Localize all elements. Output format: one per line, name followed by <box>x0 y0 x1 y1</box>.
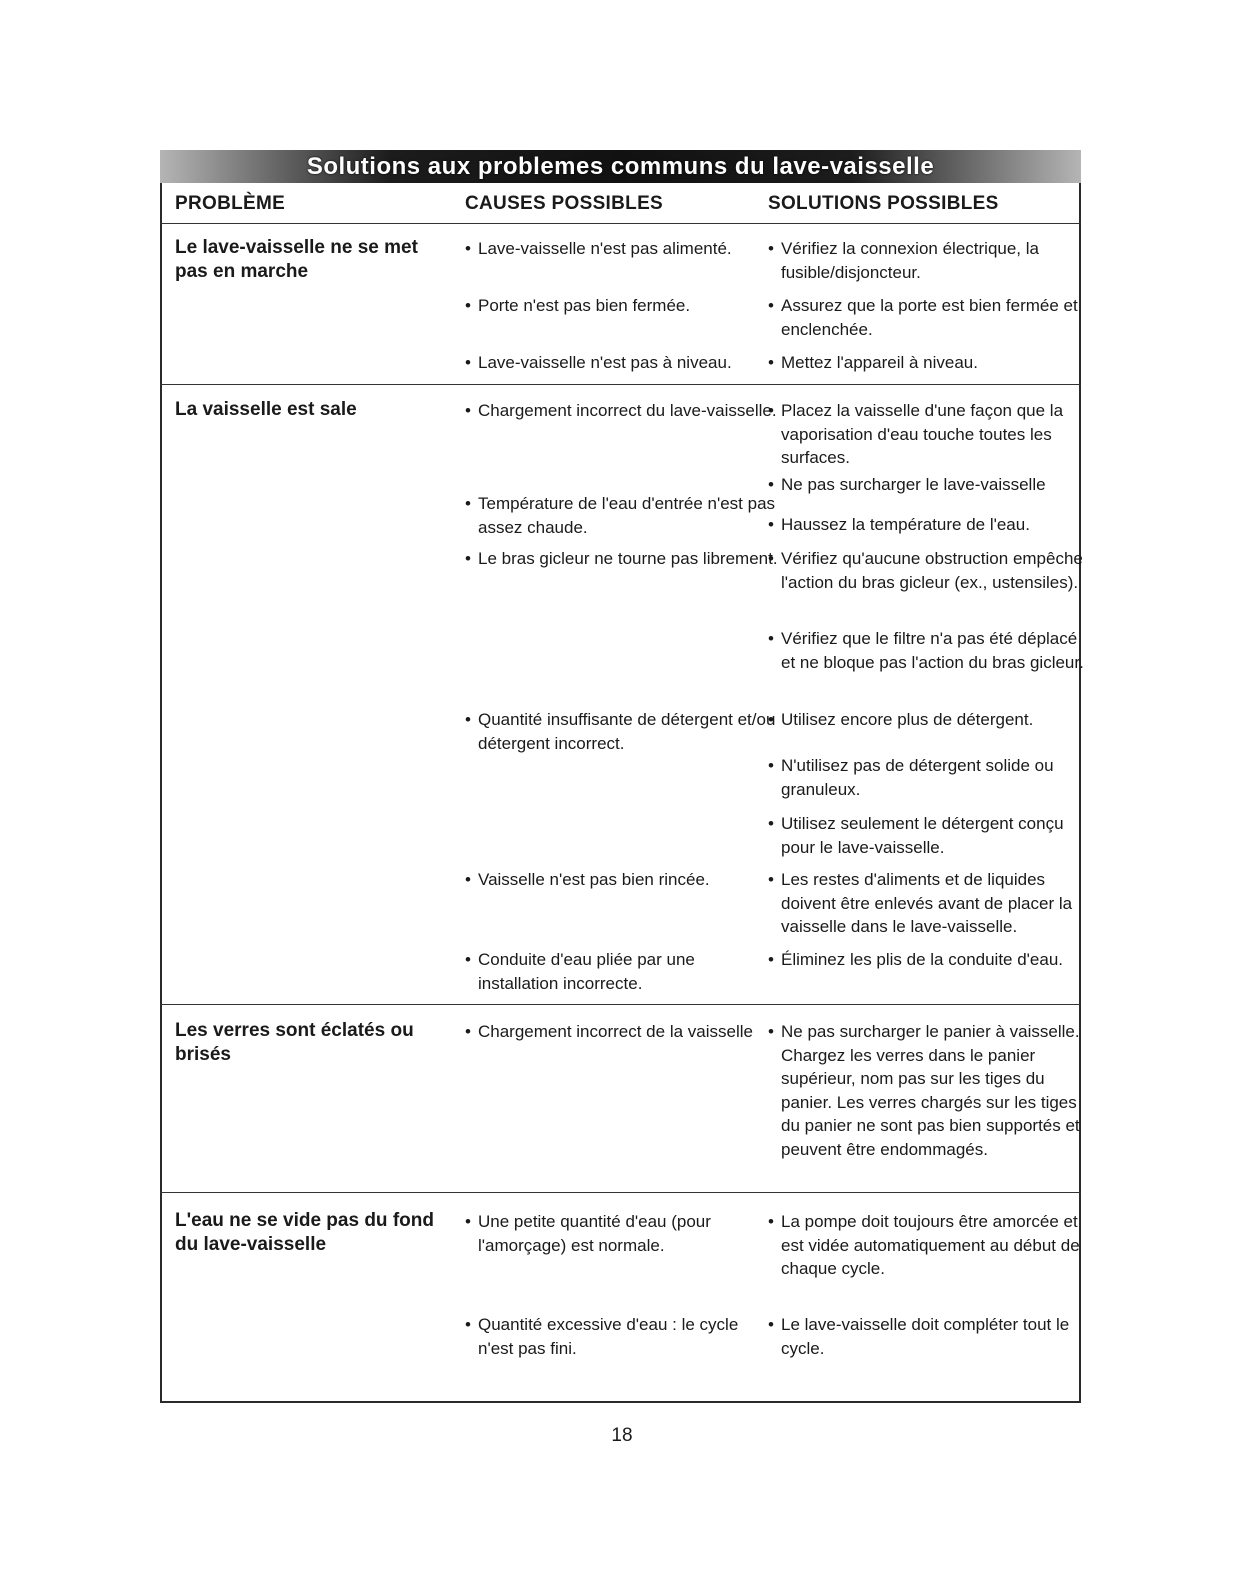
row-divider <box>160 1192 1081 1193</box>
problem-water-not-draining: L'eau ne se vide pas du fond du lave-vaisselle <box>175 1210 434 1255</box>
cause-item: • Lave-vaisselle n'est pas alimenté. <box>465 237 778 261</box>
solution-item: • Utilisez encore plus de détergent. <box>768 708 1091 732</box>
table-title: Solutions aux problemes communs du lave-vaisselle <box>306 152 935 180</box>
problem-no-start: Le lave-vaisselle ne se met pas en marche <box>175 237 418 282</box>
cause-item: • Quantité insuffisante de détergent et/ou détergent incorrect. <box>465 708 778 755</box>
solution-item: • La pompe doit toujours être amorcée et est vidée automatiquement au début de chaque cycle. <box>768 1210 1091 1281</box>
solution-item: • Ne pas surcharger le lave-vaisselle <box>768 473 1091 497</box>
cause-item: • Conduite d'eau pliée par une installation incorrecte. <box>465 948 778 995</box>
cause-item: • Chargement incorrect de la vaisselle <box>465 1020 778 1044</box>
header-solutions: SOLUTIONS POSSIBLES <box>768 193 999 214</box>
solution-item: • Vérifiez qu'aucune obstruction empêche l'action du bras gicleur (ex., ustensiles). <box>768 547 1091 594</box>
cause-item: • Le bras gicleur ne tourne pas librement. <box>465 547 778 571</box>
solution-item: • Les restes d'aliments et de liquides doivent être enlevés avant de placer la vaisselle dans le lave-vaisselle. <box>768 868 1091 939</box>
header-problem: PROBLÈME <box>175 193 286 214</box>
cause-item: • Lave-vaisselle n'est pas à niveau. <box>465 351 778 375</box>
header-causes: CAUSES POSSIBLES <box>465 193 664 214</box>
solution-item: • Éliminez les plis de la conduite d'eau. <box>768 948 1091 972</box>
solution-item: • N'utilisez pas de détergent solide ou granuleux. <box>768 754 1091 801</box>
page-number: 18 <box>611 1425 633 1446</box>
solution-item: • Assurez que la porte est bien fermée et enclenchée. <box>768 294 1091 341</box>
solution-item: • Le lave-vaisselle doit compléter tout le cycle. <box>768 1313 1091 1360</box>
problem-broken-glasses: Les verres sont éclatés ou brisés <box>175 1020 414 1065</box>
row-divider <box>160 1004 1081 1005</box>
solution-item: • Haussez la température de l'eau. <box>768 513 1091 537</box>
problem-dirty-dishes: La vaisselle est sale <box>175 399 357 420</box>
solution-item: • Vérifiez la connexion électrique, la fusible/disjoncteur. <box>768 237 1091 284</box>
cause-item: • Porte n'est pas bien fermée. <box>465 294 778 318</box>
solution-item: • Placez la vaisselle d'une façon que la vaporisation d'eau touche toutes les surfaces. <box>768 399 1091 470</box>
cause-item: • Quantité excessive d'eau : le cycle n'est pas fini. <box>465 1313 778 1360</box>
cause-item: • Une petite quantité d'eau (pour l'amorçage) est normale. <box>465 1210 778 1257</box>
cause-item: • Température de l'eau d'entrée n'est pas assez chaude. <box>465 492 778 539</box>
solution-item: • Mettez l'appareil à niveau. <box>768 351 1091 375</box>
row-divider <box>160 384 1081 385</box>
solution-item: • Vérifiez que le filtre n'a pas été déplacé et ne bloque pas l'action du bras gicleur. <box>768 627 1091 674</box>
cause-item: • Vaisselle n'est pas bien rincée. <box>465 868 778 892</box>
header-divider <box>160 223 1081 224</box>
cause-item: • Chargement incorrect du lave-vaisselle. <box>465 399 778 423</box>
solution-item: • Ne pas surcharger le panier à vaisselle. Chargez les verres dans le panier supérieur, nom pas sur les tiges du panier. Les verres chargés sur les tiges du panier ne sont pas bien supportés et peuvent être endommagés. <box>768 1020 1091 1161</box>
table-banner <box>160 150 1081 183</box>
solution-item: • Utilisez seulement le détergent conçu pour le lave-vaisselle. <box>768 812 1091 859</box>
